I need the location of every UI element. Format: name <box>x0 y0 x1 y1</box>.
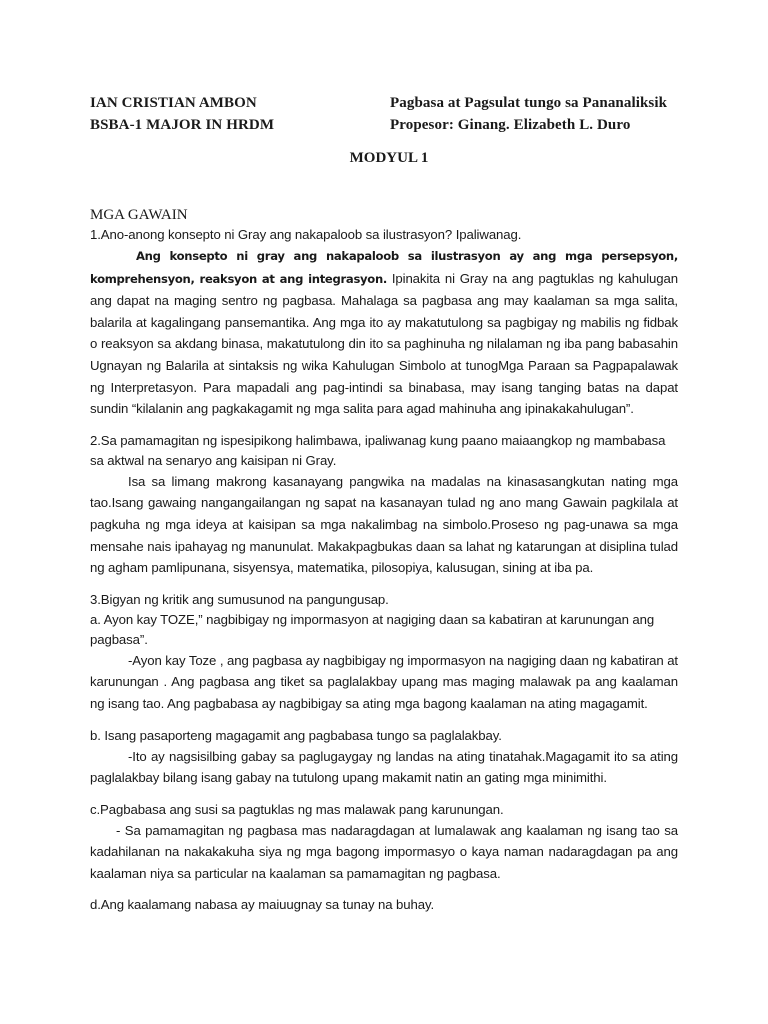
document-page <box>90 92 678 915</box>
student-info <box>90 92 390 136</box>
section-heading: MGA GAWAIN <box>90 207 188 223</box>
course-title: Pagbasa at Pagsulat tungo sa Pananaliksik <box>390 95 668 111</box>
answer-1-bold: Ang konsepto ni gray ang nakapaloob sa ilustrasyon ay ang mga persepsyon, komprehensyon, reaksyon at ang integrasyon. <box>90 249 678 286</box>
statement-a: a. Ayon kay TOZE,” nagbibigay ng impormasyon at nagiging daan sa kabatiran at karunungan ang pagbasa”. <box>90 611 655 647</box>
answer-b: -Ito ay nagsisilbing gabay sa paglugaygay ng landas na ating tinatahak.Magagamit ito sa ating paglalakbay bilang isang gabay na tutulong upang makamit natin an gating mga minimithi. <box>90 748 678 786</box>
student-course: BSBA-1 MAJOR IN HRDM <box>90 117 275 133</box>
statement-b: b. Isang pasaporteng magagamit ang pagbabasa tungo sa paglalakbay. <box>90 727 502 743</box>
answer-c: - Sa pamamagitan ng pagbasa mas nadaragdagan at lumalawak ang kaalaman ng isang tao sa kadahilanan na nakakakuha siya ng mga bagong impormasyo o kaya naman nadaragdagan pa ang kaalaman niya sa particular na kaalaman sa pamamagitan ng pagbasa. <box>90 822 678 881</box>
answer-1 <box>90 245 678 420</box>
professor-name: Propesor: Ginang. Elizabeth L. Duro <box>390 117 631 133</box>
question-1: 1.Ano-anong konsepto ni Gray ang nakapaloob sa ilustrasyon? Ipaliwanag. <box>90 227 522 242</box>
document-header <box>90 92 678 136</box>
answer-1-rest: Ipinakita ni Gray na ang pagtuklas ng kahulugan ang dapat na maging sentro ng pagbasa. Mahalaga sa pagbasa ang may kaalaman sa mga salita, balarila at kagalingang pansemantika. Ang mga ito ay makatutulong sa pagbigay ng mabilis ng fidbak o reaksyon sa akdang binasa, makatutulong din ito sa paghinuha ng nilalaman ng iba pang babasahin Ugnayan ng Balarila at sintaksis ng wika Kahulugan Simbolo at tunogMga Paraan sa Pagpapalawak ng Interpretasyon. Para mapadali ang pag-intindi sa binabasa, may isang tanging batas na dapat sundin “kilalanin ang pagkakagamit ng mga salita para agad mahinuha ang ipinakakahulugan”. <box>90 270 678 417</box>
statement-c: c.Pagbabasa ang susi sa pagtuklas ng mas malawak pang karunungan. <box>90 801 504 817</box>
answer-2: Isa sa limang makrong kasanayang pangwika na madalas na kinasasangkutan nating mga tao.Isang gawaing nangangailangan ng sapat na kasanayan tulad ng ano mang Gawain pagkilala at pagkuha ng mga ideya at kaisipan sa mga nakalimbag na simbolo.Proseso ng pag-unawa sa mga mensahe nais ipahayag ng manunulat. Makakpagbukas daan sa lahat ng katarungan at disiplina tulad ng agham pamlipunana, sisyensya, matematika, pilosopiya, kalusugan, sining at iba pa. <box>90 473 678 576</box>
question-2: 2.Sa pamamagitan ng ispesipikong halimbawa, ipaliwanag kung paano maiaangkop ng mambabasa sa aktwal na senaryo ang kaisipan ni Gray. <box>90 432 666 468</box>
answer-a: -Ayon kay Toze , ang pagbasa ay nagbibigay ng impormasyon na nagiging daan ng kabatiran at karunungan . Ang pagbasa ang tiket sa paglalakbay upang mas maging malawak pa ang kaalaman ng isang tao. Ang pagbabasa ay nagbibigay sa ating mga bagong kaalaman na ating magagamit. <box>90 652 678 711</box>
statement-d: d.Ang kaalamang nabasa ay maiuugnay sa tunay na buhay. <box>90 897 435 913</box>
question-3: 3.Bigyan ng kritik ang sumusunod na pangungusap. <box>90 591 389 607</box>
document-title: MODYUL 1 <box>349 150 429 166</box>
course-info <box>390 92 678 136</box>
student-name: IAN CRISTIAN AMBON <box>90 95 257 111</box>
